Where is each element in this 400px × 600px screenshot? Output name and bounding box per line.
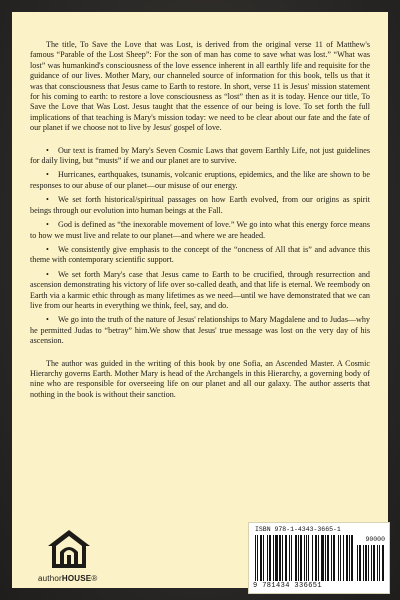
list-item — [30, 170, 370, 191]
list-item — [30, 220, 370, 241]
list-item — [30, 195, 370, 216]
bullet-icon: • — [46, 145, 49, 155]
bullet-icon: • — [46, 269, 49, 279]
list-item-text: Our text is framed by Mary's Seven Cosmic Laws that govern Earthly Life, not just guidelines for daily living, but “musts” if we and our planet are to survive. — [30, 145, 370, 166]
list-item-text: We go into the truth of the nature of Jesus' relationships to Mary Magdalene and to Judas—why he permitted Judas to “betray” him.We show that Jesus' true message was lost on the very day of his ascension. — [30, 315, 370, 346]
list-item — [30, 146, 370, 167]
publisher-name-part2: HOUSE — [61, 574, 92, 583]
list-item — [30, 245, 370, 266]
bullet-icon: • — [46, 220, 49, 230]
back-cover-panel — [12, 12, 388, 588]
barcode-bars — [255, 535, 353, 581]
isbn-barcode — [248, 522, 390, 594]
list-item — [30, 315, 370, 346]
barcode-addon-bars — [357, 545, 385, 581]
intro-paragraph: The title, To Save the Love that was Lost, is derived from the original verse 11 of Matthew's famous “Parable of the Lost Sheep”: For the son of man has come to save what was lost.” “What was lost” was humankind's consciousness of the love essence inherent in all earthly life and requisite for the guidance of our lives. Mother Mary, our channeled source of information for this book, tells us that it was that consciousness that Jesus came to Earth to restore. In short, verse 11 is Jesus' mission statement for his coming to earth: to restore a love consciousness as “lost” then as it is today. Hence our title, To Save the Love that Was Lost. Jesus taught that the essence of our being is love. To set forth the full implications of that teaching is Mary's mission today: we need to be clear about our fate and the fate of our planet if we choose not to live by Jesus' gospel of love. — [30, 40, 370, 133]
list-item — [30, 270, 370, 312]
bullet-icon: • — [46, 315, 49, 325]
barcode-digits: 9 781434 336651 — [253, 582, 323, 590]
registered-mark: ® — [91, 574, 98, 583]
authorhouse-house-icon — [46, 528, 92, 572]
bullet-icon: • — [46, 244, 49, 254]
feature-list — [30, 146, 370, 347]
list-item-text: We set forth historical/spiritual passages on how Earth evolved, from our origins as spirit beings through our evolution into human beings at the Fall. — [30, 195, 370, 215]
bullet-icon: • — [46, 195, 49, 205]
list-item-text: We set forth Mary's case that Jesus came to Earth to be crucified, through resurrection and ascension demonstrating his victory of life over so-called death, and that life is eternal. We reembody on Earth via a karmic ethic through as many lifetimes as we need—until we have demonstrated that we can live from our hearts in everything we think, feel, say, and do. — [30, 269, 370, 310]
price-code: 90000 — [365, 536, 385, 543]
publisher-logo — [38, 528, 102, 588]
bullet-icon: • — [46, 170, 49, 180]
publisher-name-part1: author — [38, 574, 62, 583]
author-note-paragraph: The author was guided in the writing of this book by one Sofia, an Ascended Master. A Cosmic Hierarchy governs Earth. Mother Mary is head of the Archangels in this Hierarchy, a governing body of nine who are responsible for overseeing life on our planet and all our galaxy. The author asserts that nothing in the book is without their sanction. — [30, 358, 370, 399]
list-item-text: God is defined as “the inexorable movement of love.” We go into what this energy force means to how we must live and relate to our planet—and where we are headed. — [30, 220, 370, 240]
isbn-label: ISBN 978-1-4343-3665-1 — [255, 526, 341, 533]
list-item-text: We consistently give emphasis to the concept of the “oncness of All that is” and advance this theme with contemporary scientific support. — [30, 244, 370, 265]
list-item-text: Hurricanes, earthquakes, tsunamis, volcanic eruptions, epidemics, and the like are shown to be responses to our abuse of our planet—our misuse of our energy. — [30, 170, 370, 190]
publisher-name — [38, 574, 108, 583]
back-cover-text — [30, 40, 370, 400]
